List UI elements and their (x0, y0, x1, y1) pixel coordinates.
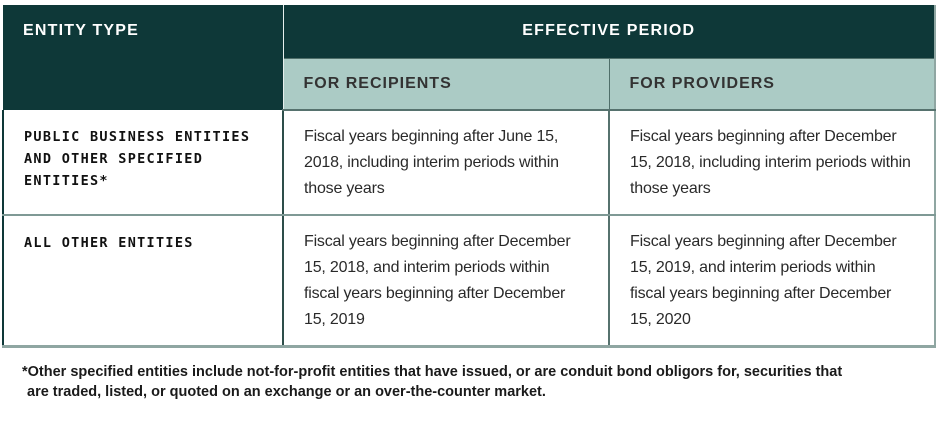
recipients-period-cell: Fiscal years beginning after December 15, 2018, and interim periods within fiscal years beginning after December 15, 2019 (283, 215, 609, 346)
effective-dates-table (2, 5, 934, 348)
header-for-recipients: FOR RECIPIENTS (283, 58, 609, 110)
table-row (3, 110, 935, 215)
header-effective-period: EFFECTIVE PERIOD (283, 5, 935, 58)
recipients-period-cell: Fiscal years beginning after June 15, 2018, including interim periods within those years (283, 110, 609, 215)
footnote-line-2: are traded, listed, or quoted on an exchange or an over-the-counter market. (27, 384, 546, 400)
footnote (22, 362, 922, 402)
footnote-line-1: *Other specified entities include not-for-profit entities that have issued, or are conduit bond obligors for, securities that (22, 364, 843, 380)
providers-period-cell: Fiscal years beginning after December 15, 2019, and interim periods within fiscal years beginning after December 15, 2020 (609, 215, 935, 346)
table-row (3, 215, 935, 346)
header-entity-type: ENTITY TYPE (3, 5, 283, 110)
entity-type-cell: ALL OTHER ENTITIES (3, 215, 283, 346)
entity-type-cell: PUBLIC BUSINESS ENTITIES AND OTHER SPECIFIED ENTITIES* (3, 110, 283, 215)
header-for-providers: FOR PROVIDERS (609, 58, 935, 110)
providers-period-cell: Fiscal years beginning after December 15, 2018, including interim periods within those years (609, 110, 935, 215)
